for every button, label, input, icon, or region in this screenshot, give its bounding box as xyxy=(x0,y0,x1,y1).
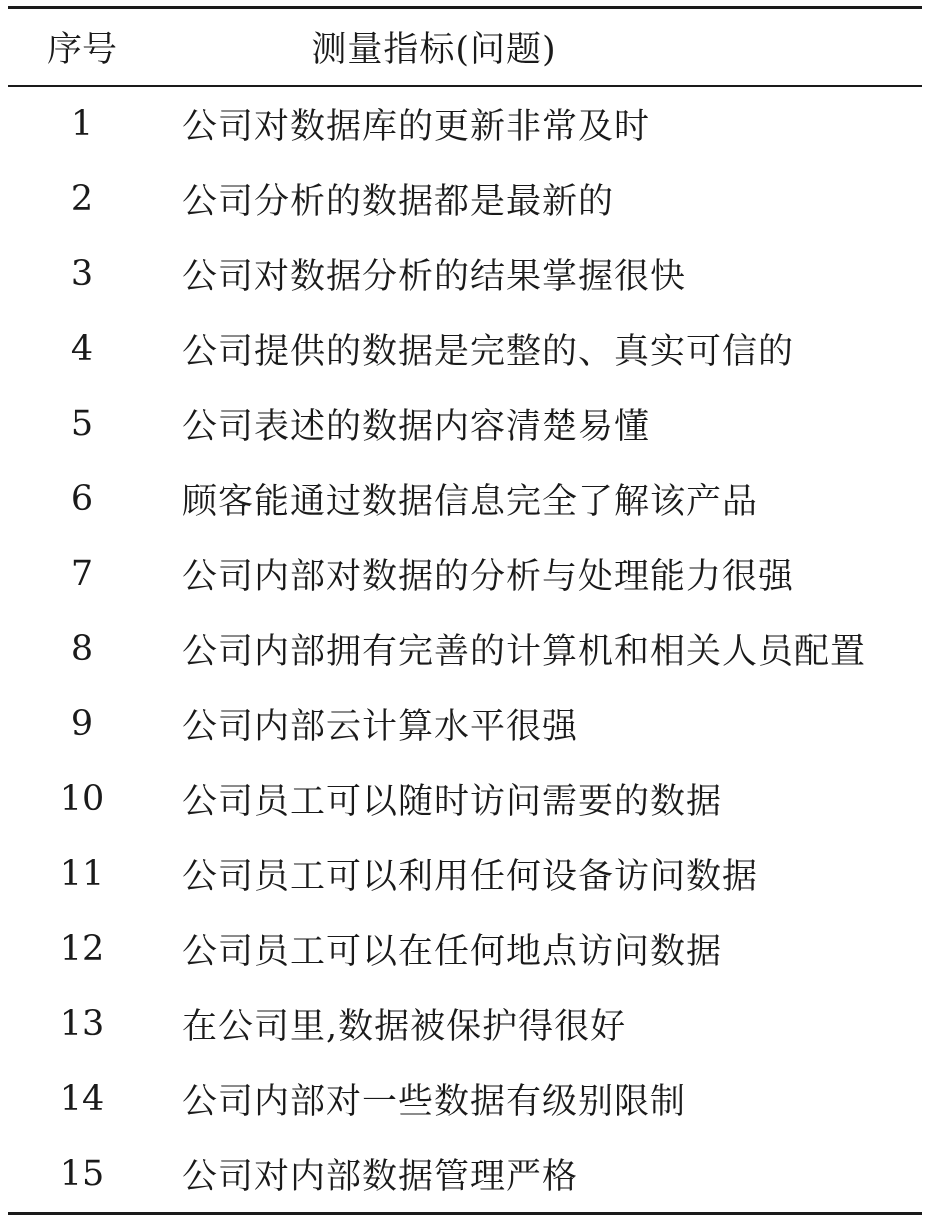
table-row xyxy=(8,1062,922,1137)
row-question: 公司内部拥有完善的计算机和相关人员配置 xyxy=(182,632,867,672)
measurement-table xyxy=(8,6,922,1215)
row-index: 12 xyxy=(59,929,105,969)
table-row xyxy=(8,462,922,537)
table-body xyxy=(8,87,922,1212)
row-question: 公司对内部数据管理严格 xyxy=(182,1157,579,1197)
row-index: 10 xyxy=(59,779,105,819)
row-question: 公司对数据分析的结果掌握很快 xyxy=(182,257,687,297)
row-index: 9 xyxy=(70,704,94,744)
table-row xyxy=(8,687,922,762)
row-index: 4 xyxy=(70,329,94,369)
row-question: 公司员工可以利用任何设备访问数据 xyxy=(182,857,759,897)
table-row xyxy=(8,87,922,162)
row-question: 公司内部云计算水平很强 xyxy=(182,707,579,747)
table-row xyxy=(8,237,922,312)
row-index: 1 xyxy=(70,104,94,144)
row-index: 13 xyxy=(59,1004,105,1044)
row-index: 6 xyxy=(70,479,94,519)
row-question: 公司员工可以随时访问需要的数据 xyxy=(182,782,723,822)
row-index: 14 xyxy=(59,1079,105,1119)
row-question: 在公司里,数据被保护得很好 xyxy=(182,1007,627,1047)
header-question: 测量指标(问题) xyxy=(311,30,557,70)
table-row xyxy=(8,387,922,462)
row-question: 公司分析的数据都是最新的 xyxy=(182,182,615,222)
table-row xyxy=(8,537,922,612)
table-row xyxy=(8,912,922,987)
table-row xyxy=(8,312,922,387)
table-row xyxy=(8,162,922,237)
table-row xyxy=(8,837,922,912)
row-index: 8 xyxy=(70,629,94,669)
table-row xyxy=(8,762,922,837)
bottom-rule xyxy=(8,1212,922,1215)
row-index: 11 xyxy=(59,854,105,894)
row-question: 顾客能通过数据信息完全了解该产品 xyxy=(182,482,759,522)
row-index: 5 xyxy=(70,404,94,444)
row-question: 公司员工可以在任何地点访问数据 xyxy=(182,932,723,972)
table-row xyxy=(8,612,922,687)
table-row xyxy=(8,987,922,1062)
table-row xyxy=(8,1137,922,1212)
row-question: 公司对数据库的更新非常及时 xyxy=(182,107,651,147)
row-question: 公司提供的数据是完整的、真实可信的 xyxy=(182,332,795,372)
row-question: 公司内部对一些数据有级别限制 xyxy=(182,1082,687,1122)
row-index: 15 xyxy=(59,1154,105,1194)
row-question: 公司表述的数据内容清楚易懂 xyxy=(182,407,651,447)
table-header xyxy=(8,9,922,85)
row-index: 2 xyxy=(70,179,94,219)
row-index: 7 xyxy=(70,554,94,594)
header-index: 序号 xyxy=(46,30,117,70)
row-index: 3 xyxy=(70,254,94,294)
row-question: 公司内部对数据的分析与处理能力很强 xyxy=(182,557,795,597)
